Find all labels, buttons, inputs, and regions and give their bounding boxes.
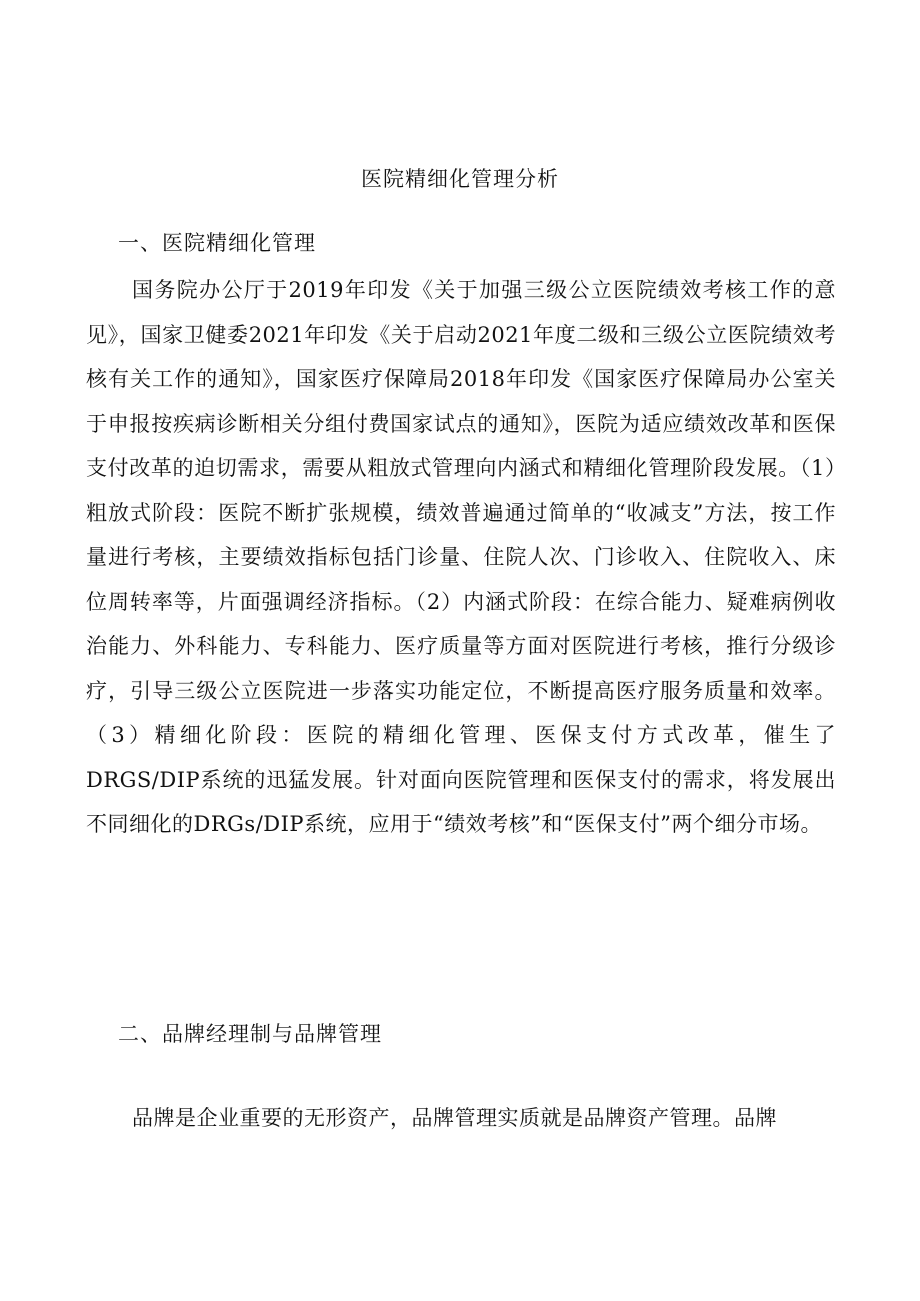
section-paragraph-1: 国务院办公厅于2019年印发《关于加强三级公立医院绩效考核工作的意见》，国家卫健委2021年印发《关于启动2021年度二级和三级公立医院绩效考核有关工作的通知》，国家医疗保障局2018年印发《国家医疗保障局办公室关于申报按疾病诊断相关分组付费国家试点的通知》，医院为适应绩效改革和医保支付改革的迫切需求，需要从粗放式管理向内涵式和精细化管理阶段发展。（1）粗放式阶段：医院不断扩张规模，绩效普遍通过简单的“收减支”方法，按工作量进行考核，主要绩效指标包括门诊量、住院人次、门诊收入、住院收入、床位周转率等，片面强调经济指标。（2）内涵式阶段：在综合能力、疑难病例收治能力、外科能力、专科能力、医疗质量等方面对医院进行考核，推行分级诊疗，引导三级公立医院进一步落实功能定位，不断提高医疗服务质量和效率。（3）精细化阶段：医院的精细化管理、医保支付方式改革，催生了DRGS/DIP系统的迅猛发展。针对面向医院管理和医保支付的需求，将发展出不同细化的DRGs/DIP系统，应用于“绩效考核”和“医保支付”两个细分市场。 [86, 278, 836, 836]
section-paragraph-2: 品牌是企业重要的无形资产，品牌管理实质就是品牌资产管理。品牌 [132, 1106, 777, 1130]
section-heading-1: 一、医院精细化管理 [118, 231, 316, 255]
document-title: 医院精细化管理分析 [361, 167, 559, 191]
section-heading-2: 二、品牌经理制与品牌管理 [118, 1022, 382, 1046]
